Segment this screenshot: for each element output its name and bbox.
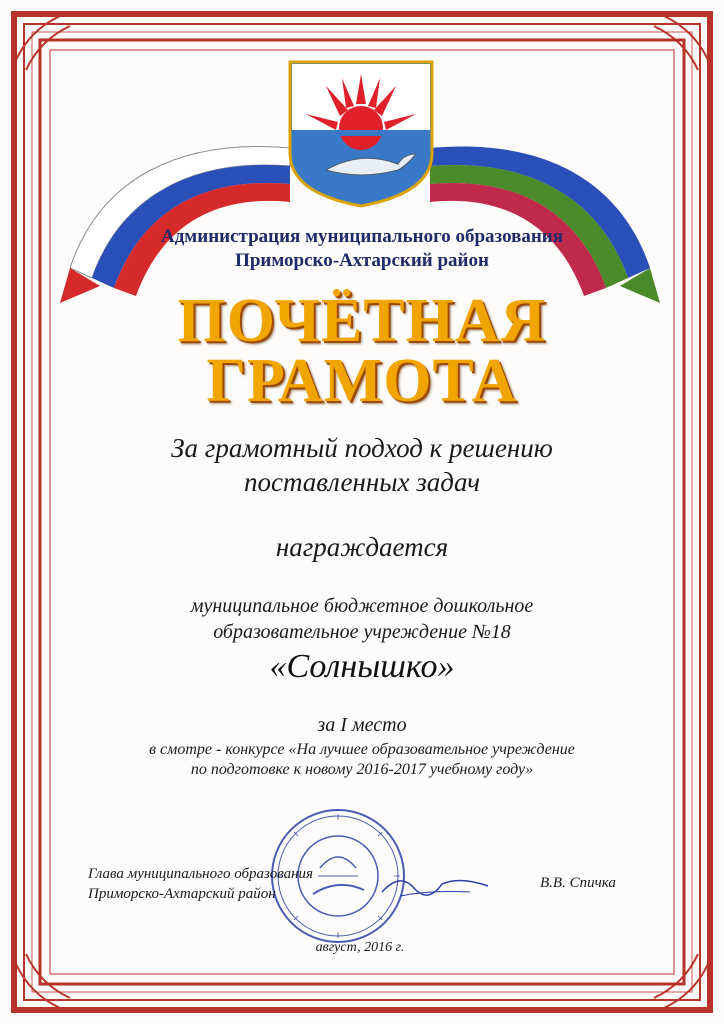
signer-title-line-1: Глава муниципального образования — [88, 866, 314, 882]
recipient-line-2: образовательное учреждение №18 — [213, 621, 511, 643]
organization-district: Приморско-Ахтарский район — [235, 250, 489, 271]
signature-icon — [380, 862, 490, 902]
place-text: за I место — [317, 714, 407, 736]
recipient-line-1: муниципальное бюджетное дошкольное — [190, 595, 534, 617]
signer-name: В.В. Спичка — [540, 875, 616, 891]
signer-title-line-2: Приморско-Ахтарский район — [88, 886, 276, 902]
awarded-text: награждается — [275, 532, 449, 562]
reason-line-1: За грамотный подход к решению — [171, 433, 553, 463]
signer-title — [88, 864, 313, 904]
contest-line-1: в смотре - конкурсе «На лучшее образовательное учреждение — [149, 741, 575, 758]
title-certificate: ГРАМОТА — [206, 347, 518, 415]
recipient-name: «Солнышко» — [269, 648, 455, 685]
reason-line-2: поставленных задач — [244, 467, 480, 497]
contest-line-2: по подготовке к новому 2016-2017 учебному году» — [190, 761, 534, 778]
issue-date: август, 2016 г. — [315, 940, 405, 955]
coat-of-arms-icon — [286, 58, 436, 208]
title-honorary: ПОЧЁТНАЯ — [177, 287, 547, 355]
organization-name: Администрация муниципального образования — [160, 226, 564, 247]
